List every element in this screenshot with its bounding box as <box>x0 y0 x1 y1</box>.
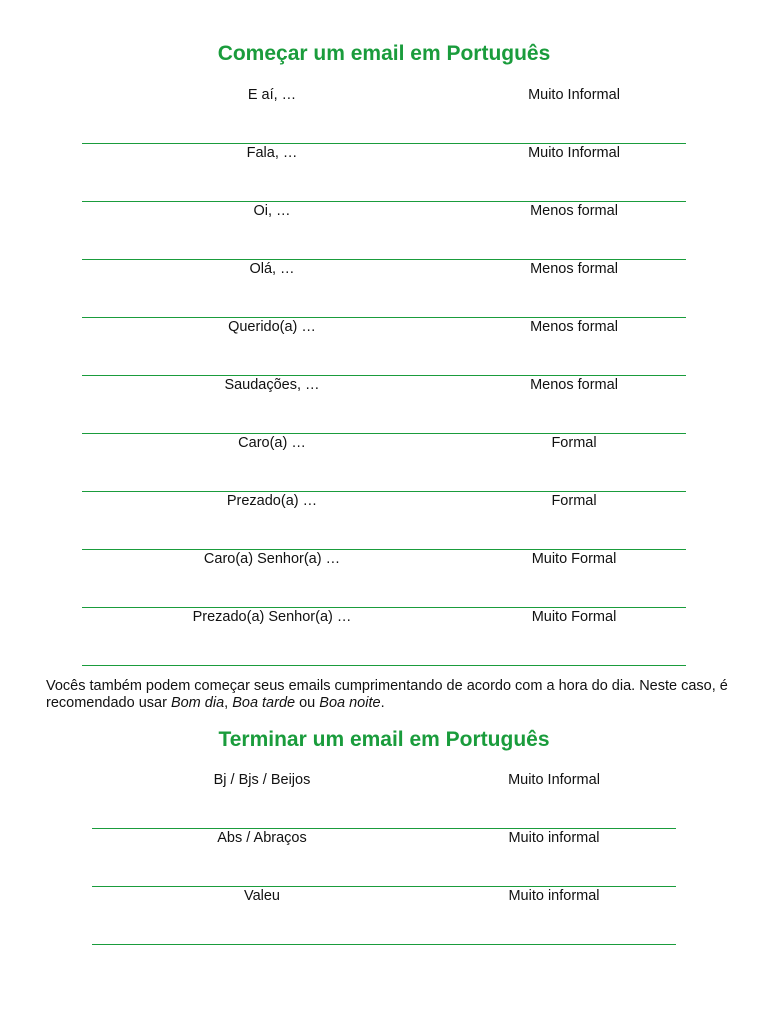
note-end: . <box>380 695 385 711</box>
table-row <box>92 771 676 829</box>
formality-cell: Muito informal <box>508 830 600 846</box>
table-row <box>82 144 686 202</box>
formality-cell: Menos formal <box>530 203 618 219</box>
greeting-cell: Prezado(a) Senhor(a) … <box>192 609 352 625</box>
table-row <box>82 434 686 492</box>
formality-cell: Formal <box>551 435 597 451</box>
term-boa-tarde: Boa tarde <box>232 695 296 711</box>
greeting-cell: Fala, … <box>246 145 298 161</box>
greeting-cell: Olá, … <box>249 261 295 277</box>
formality-cell: Menos formal <box>530 377 618 393</box>
closing-cell: Bj / Bjs / Beijos <box>213 772 311 788</box>
table-row <box>82 376 686 434</box>
formality-cell: Menos formal <box>530 319 618 335</box>
table-row <box>92 887 676 945</box>
table-row <box>82 202 686 260</box>
note-separator: ou <box>295 695 320 711</box>
closing-cell: Abs / Abraços <box>217 830 307 846</box>
greeting-cell: Caro(a) … <box>238 435 306 451</box>
term-boa-noite: Boa noite <box>319 695 381 711</box>
term-bom-dia: Bom dia <box>170 695 225 711</box>
table-row <box>82 318 686 376</box>
table-row <box>92 829 676 887</box>
start-section-title: Começar um email em Português <box>217 42 551 65</box>
note-text: Vocês também podem começar seus emails cumprimentando de acordo com a hora do dia. Neste caso, é recomendado usar <box>46 678 728 711</box>
table-row <box>82 86 686 144</box>
table-row <box>82 492 686 550</box>
formality-cell: Muito Informal <box>528 145 620 161</box>
formality-cell: Muito Formal <box>531 551 617 567</box>
formality-cell: Muito Formal <box>531 609 617 625</box>
greeting-cell: Querido(a) … <box>228 319 316 335</box>
formality-cell: Muito informal <box>508 888 600 904</box>
time-of-day-note <box>46 678 736 712</box>
closing-cell: Valeu <box>243 888 280 904</box>
note-separator: , <box>224 695 233 711</box>
formality-cell: Menos formal <box>530 261 618 277</box>
end-closings-table <box>92 771 676 945</box>
greeting-cell: Prezado(a) … <box>226 493 318 509</box>
table-row <box>82 608 686 666</box>
table-row <box>82 550 686 608</box>
formality-cell: Formal <box>551 493 597 509</box>
greeting-cell: Oi, … <box>253 203 291 219</box>
formality-cell: Muito Informal <box>508 772 600 788</box>
end-section-title: Terminar um email em Português <box>218 728 550 751</box>
greeting-cell: E aí, … <box>247 87 297 103</box>
table-row <box>82 260 686 318</box>
formality-cell: Muito Informal <box>528 87 620 103</box>
greeting-cell: Caro(a) Senhor(a) … <box>203 551 341 567</box>
start-greetings-table <box>82 86 686 666</box>
greeting-cell: Saudações, … <box>224 377 320 393</box>
